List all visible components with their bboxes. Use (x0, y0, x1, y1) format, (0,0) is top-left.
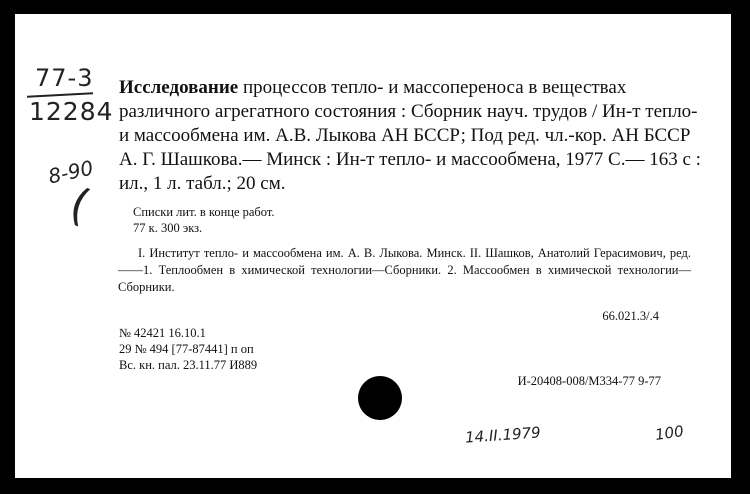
handwritten-number: 100 (653, 422, 685, 444)
bibliographic-description (119, 76, 709, 196)
footer-line-3: Вс. кн. пал. 23.11.77 И889 (119, 358, 258, 372)
bibliographic-body: процессов тепло- и массопереноса в веществах различного агрегатного состояния : Сборник науч. трудов / Ин-т тепло- и массообмена им. А.В. Лыкова АН БССР; Под ред. чл.-кор. АН БССР А. Г. Шашкова.— Минск : Ин-т тепло- и массообмена, 1977 С.— 163 с : ил., 1 л. табл.; 20 см. (119, 77, 701, 194)
footer-line-1: № 42421 16.10.1 (119, 326, 206, 340)
isbn-code: И-20408-008/М334-77 9-77 (517, 374, 661, 388)
handwritten-date: 14.II.1979 (464, 423, 542, 447)
price-run-note: 77 к. 300 экз. (133, 221, 203, 235)
bibliography-note: Списки лит. в конце работ. (133, 205, 275, 219)
title-lead: Исследование (119, 77, 239, 98)
punch-hole (358, 376, 402, 420)
catalog-card (15, 14, 731, 478)
subject-tracing: I. Институт тепло- и массообмена им. А. В. Лыкова. Минск. II. Шашков, Анатолий Герасимович, ред.——1. Теплообмен в химической технологии—Сборники. 2. Массообмен в химической технологии—Сборники. (118, 246, 691, 294)
shelf-mark-line1: 77-3 (35, 64, 94, 92)
footer-line-2: 29 № 494 [77-87441] п оп (119, 342, 254, 356)
handwritten-mark: 8-90 (46, 155, 96, 189)
handwritten-curve: ( (63, 178, 96, 233)
shelf-mark-line2: 12284 (29, 97, 114, 126)
classification-number: 66.021.3/.4 (602, 309, 659, 323)
